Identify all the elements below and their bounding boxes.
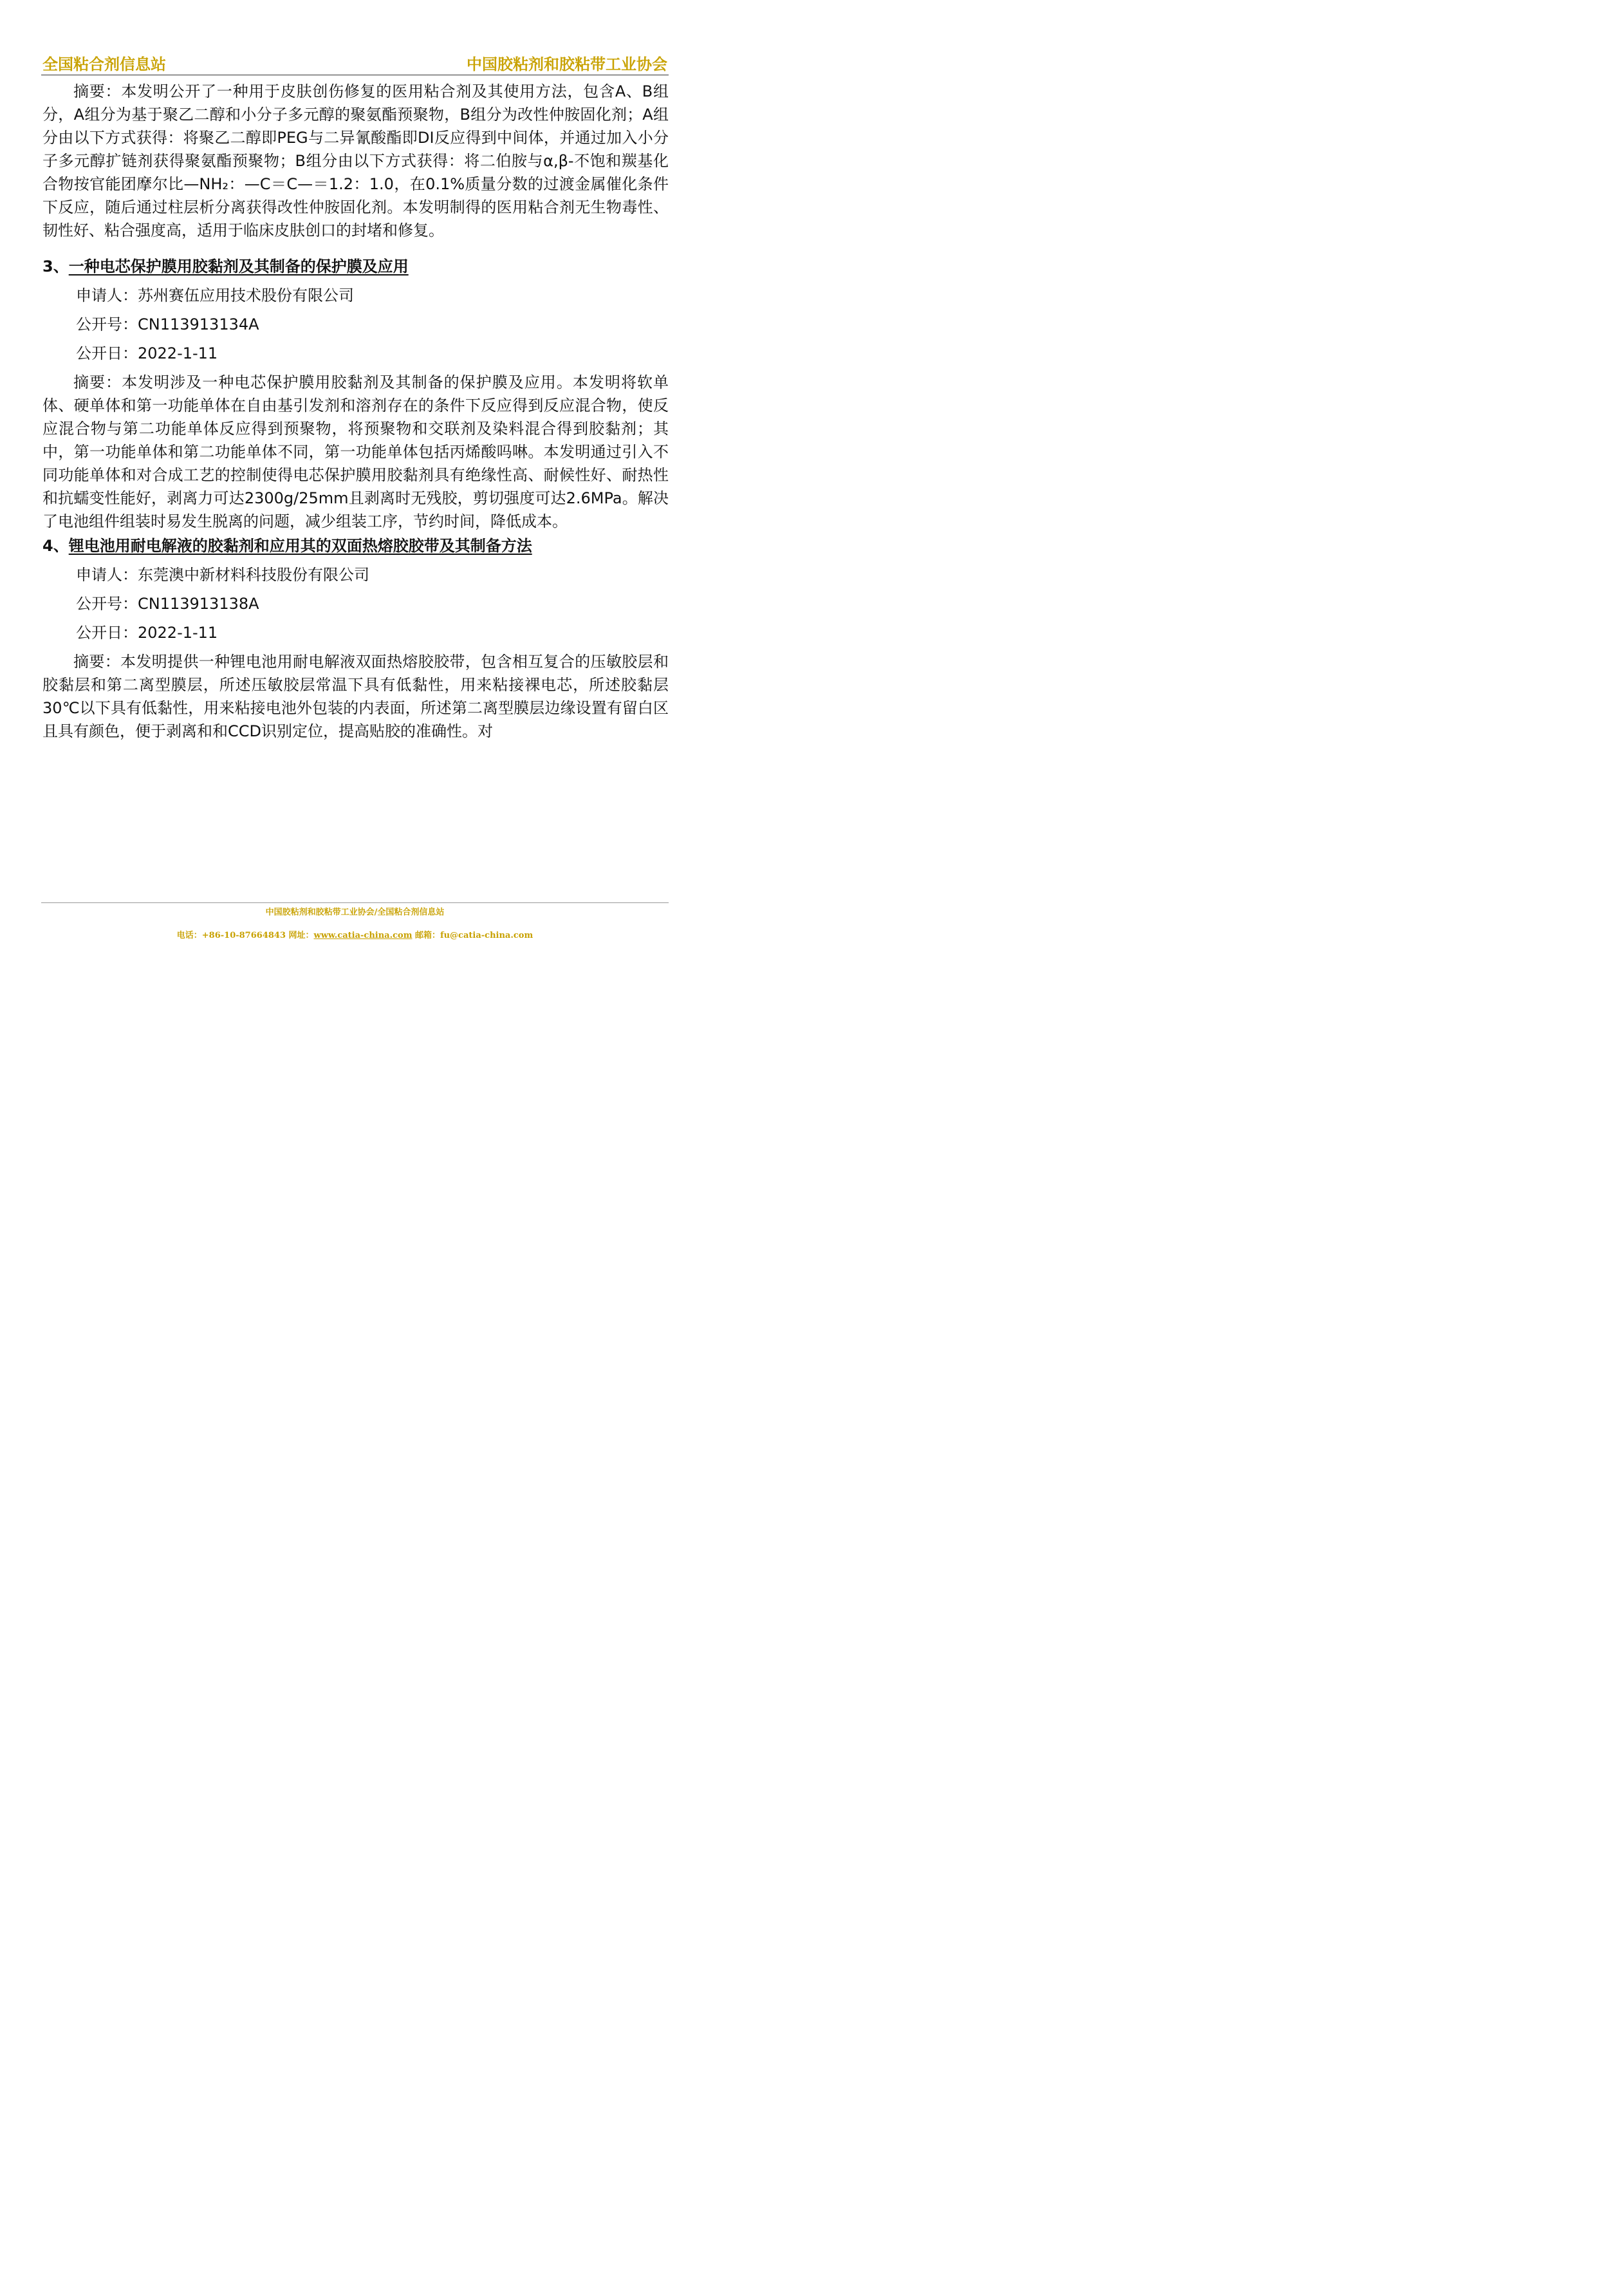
footer-contact — [0, 928, 710, 940]
intro-abstract: 摘要：本发明公开了一种用于皮肤创伤修复的医用粘合剂及其使用方法，包含A、B组分，A组分为基于聚乙二醇和小分子多元醇的聚氨酯预聚物，B组分为改性仲胺固化剂；A组分由以下方式获得：将聚乙二醇即PEG与二异氰酸酯即DI反应得到中间体，并通过加入小分子多元醇扩链剂获得聚氨酯预聚物；B组分由以下方式获得：将二伯胺与α,β-不饱和羰基化合物按官能团摩尔比—NH₂：—C＝C—＝1.2：1.0，在0.1%质量分数的过渡金属催化条件下反应，随后通过柱层析分离获得改性仲胺固化剂。本发明制得的医用粘合剂无生物毒性、韧性好、粘合强度高，适用于临床皮肤创口的封堵和修复。 — [42, 82, 669, 239]
entry-3-number: 3、 — [42, 257, 69, 275]
header-right-title: 中国胶粘剂和胶粘带工业协会 — [467, 55, 667, 73]
footer-divider — [41, 902, 669, 903]
header-left-title: 全国粘合剂信息站 — [42, 55, 166, 73]
entry-4-number: 4、 — [42, 537, 69, 555]
entry-4-applicant: 申请人：东莞澳中新材料科技股份有限公司 — [76, 566, 369, 584]
footer-phone: 电话：+86-10-87664843 网址： — [176, 931, 314, 940]
entry-4-title: 锂电池用耐电解液的胶黏剂和应用其的双面热熔胶胶带及其制备方法 — [68, 537, 532, 555]
document-body — [42, 80, 669, 743]
footer-website-link[interactable]: www.catia-china.com — [313, 931, 413, 940]
entry-3-pub-no: 公开号：CN113913134A — [76, 315, 259, 333]
entry-3-heading — [42, 255, 669, 278]
entry-3-pub-date: 公开日：2022-1-11 — [76, 344, 218, 362]
entry-3-applicant: 申请人：苏州赛伍应用技术股份有限公司 — [76, 286, 354, 304]
entry-4-pub-no: 公开号：CN113913138A — [76, 595, 259, 613]
entry-4-abstract: 摘要：本发明提供一种锂电池用耐电解液双面热熔胶胶带，包含相互复合的压敏胶层和胶黏层和第二离型膜层，所述压敏胶层常温下具有低黏性，用来粘接裸电芯，所述胶黏层30℃以下具有低黏性，用来粘接电池外包装的内表面，所述第二离型膜层边缘设置有留白区且具有颜色，便于剥离和和CCD识别定位，提高贴胶的准确性。对 — [42, 653, 669, 740]
entry-3-abstract: 摘要：本发明涉及一种电芯保护膜用胶黏剂及其制备的保护膜及应用。本发明将软单体、硬单体和第一功能单体在自由基引发剂和溶剂存在的条件下反应得到反应混合物，使反应混合物与第二功能单体反应得到预聚物，将预聚物和交联剂及染料混合得到胶黏剂；其中，第一功能单体和第二功能单体不同，第一功能单体包括丙烯酸吗啉。本发明通过引入不同功能单体和对合成工艺的控制使得电芯保护膜用胶黏剂具有绝缘性高、耐候性好、耐热性和抗蠕变性能好，剥离力可达2300g/25mm且剥离时无残胶，剪切强度可达2.6MPa。解决了电池组件组装时易发生脱离的问题，减少组装工序，节约时间，降低成本。 — [42, 373, 669, 530]
footer-email: 邮箱：fu@catia-china.com — [412, 931, 533, 940]
entry-3-title: 一种电芯保护膜用胶黏剂及其制备的保护膜及应用 — [68, 257, 409, 275]
entry-4-pub-date: 公开日：2022-1-11 — [76, 624, 218, 642]
entry-4-heading — [42, 534, 669, 557]
footer-organization: 中国胶粘剂和胶粘带工业协会/全国粘合剂信息站 — [265, 908, 445, 917]
